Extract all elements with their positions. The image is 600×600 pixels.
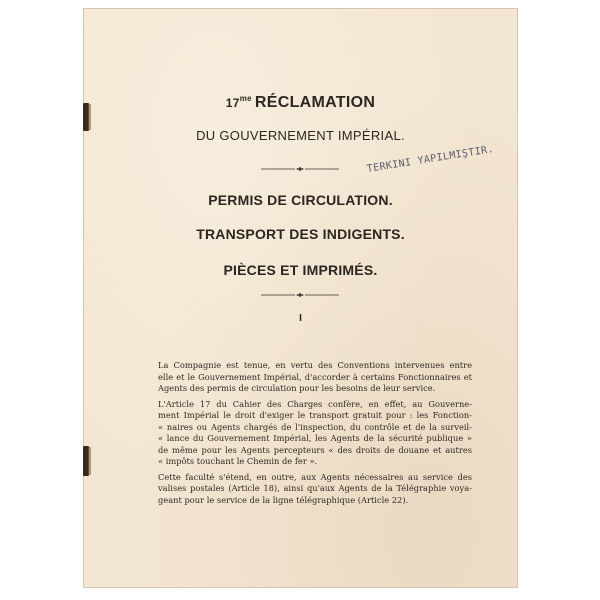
- text-line: geant pour le service de la ligne télégraphique (Article 22).: [158, 494, 409, 505]
- text-line: « impôts touchant le Chemin de fer ».: [158, 456, 318, 466]
- text-line: L'Article 17 du Cahier des Charges confère, en effet, au Gouverne-: [158, 398, 472, 409]
- document-page: [83, 8, 518, 588]
- ornament-divider-bottom: [261, 292, 339, 298]
- paragraph-1: [140, 360, 472, 395]
- text-line: valises postales (Article 18), ainsi qu'aux Agents de la Télégraphie voya-: [158, 483, 472, 493]
- text-line: Agents des permis de circulation pour les besoins de leur service.: [158, 383, 436, 393]
- text-line: ment Impérial le droit d'exiger le transport gratuit pour : les Fonction-: [158, 410, 472, 420]
- document-title: [83, 94, 518, 112]
- topic-2: TRANSPORT DES INDIGENTS.: [196, 226, 405, 242]
- topic-1: PERMIS DE CIRCULATION.: [208, 192, 393, 208]
- topic-3: PIÈCES ET IMPRIMÉS.: [223, 262, 378, 278]
- section-number: I: [299, 313, 302, 324]
- text-line: « naires ou Agents chargés de l'inspection, du contrôle et de la surveil-: [158, 421, 472, 432]
- title-number: 17: [225, 96, 240, 110]
- paragraph-2: [140, 399, 472, 468]
- text-line: Cette faculté s'étend, en outre, aux Agents nécessaires au service des: [158, 471, 472, 482]
- terkini-stamp: TERKINI YAPILMIŞTIR.: [366, 143, 495, 175]
- text-line: de même pour les Agents percepteurs « des droits de douane et autres: [158, 444, 472, 455]
- ornament-divider-top: [261, 166, 339, 172]
- title-text: RÉCLAMATION: [254, 94, 376, 111]
- paragraph-3: [140, 472, 472, 507]
- text-line: elle et le Gouvernement Impérial, d'accorder à certains Fonctionnaires et: [158, 371, 472, 382]
- text-line: « lance du Gouvernement Impérial, les Agents de la sécurité publique »: [158, 433, 472, 443]
- document-subtitle: DU GOUVERNEMENT IMPÉRIAL.: [196, 128, 405, 143]
- text-line: La Compagnie est tenue, en vertu des Conventions intervenues entre: [158, 360, 472, 370]
- title-number-sup: me: [239, 94, 252, 103]
- staple-bottom-shadow: [88, 447, 91, 475]
- body-text: [140, 360, 472, 510]
